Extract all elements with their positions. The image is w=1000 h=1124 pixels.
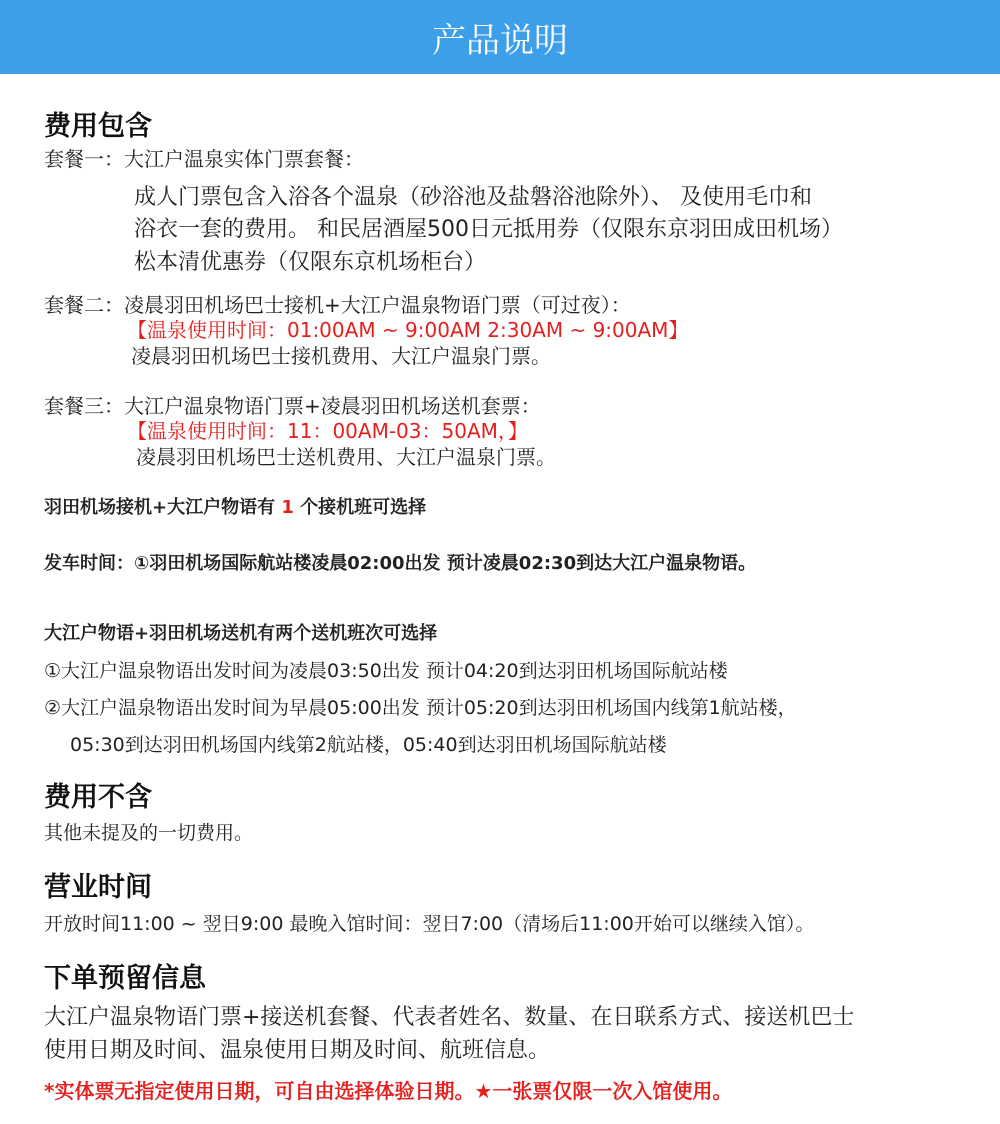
pickup-departure: 发车时间：①羽田机场国际航站楼凌晨02:00出发 预计凌晨02:30到达大江户温泉物语。 bbox=[44, 553, 757, 574]
pkg1-line-1: 成人门票包含入浴各个温泉（砂浴池及盐磐浴池除外）、 及使用毛巾和 bbox=[134, 185, 812, 210]
order-note: *实体票无指定使用日期，可自由选择体验日期。★一张票仅限一次入馆使用。 bbox=[44, 1079, 733, 1103]
pkg3-desc: 凌晨羽田机场巴士送机费用、大江户温泉门票。 bbox=[136, 445, 556, 469]
pkg1-line-3: 松本清优惠券（仅限东京机场柜台） bbox=[134, 250, 487, 275]
pkg2-time: 【温泉使用时间：01:00AM ~ 9:00AM 2:30AM ~ 9:00AM】 bbox=[127, 318, 689, 342]
order-title: 下单预留信息 bbox=[44, 963, 206, 994]
included-title: 费用包含 bbox=[44, 111, 152, 142]
pickup-heading-count: 1 bbox=[281, 497, 294, 518]
hours-text: 开放时间11:00 ~ 翌日9:00 最晚入馆时间：翌日7:00（清场后11:00开始可以继续入馆）。 bbox=[44, 913, 815, 935]
pickup-heading bbox=[44, 493, 426, 519]
excluded-text: 其他未提及的一切费用。 bbox=[44, 822, 254, 844]
pickup-heading-before: 羽田机场接机+大江户物语有 bbox=[44, 497, 282, 518]
page-title: 产品说明 bbox=[432, 20, 568, 61]
hours-title: 营业时间 bbox=[44, 872, 152, 903]
page-header bbox=[0, 0, 1000, 74]
pkg3-label: 套餐三：大江户温泉物语门票+凌晨羽田机场送机套票： bbox=[44, 394, 541, 418]
dropoff-line-2: ②大江户温泉物语出发时间为早晨05:00出发 预计05:20到达羽田机场国内线第1航站楼， bbox=[44, 697, 797, 719]
excluded-title: 费用不含 bbox=[44, 782, 152, 813]
order-line-2: 使用日期及时间、温泉使用日期及时间、航班信息。 bbox=[44, 1038, 551, 1063]
dropoff-line-1: ①大江户温泉物语出发时间为凌晨03:50出发 预计04:20到达羽田机场国际航站楼 bbox=[44, 660, 728, 682]
dropoff-heading: 大江户物语+羽田机场送机有两个送机班次可选择 bbox=[44, 623, 438, 644]
pickup-heading-after: 个接机班可选择 bbox=[293, 497, 427, 518]
pkg2-desc: 凌晨羽田机场巴士接机费用、大江户温泉门票。 bbox=[131, 344, 551, 368]
dropoff-line-3: 05:30到达羽田机场国内线第2航站楼，05:40到达羽田机场国际航站楼 bbox=[70, 734, 667, 756]
pkg1-line-2: 浴衣一套的费用。 和民居酒屋500日元抵用券（仅限东京羽田成田机场） bbox=[134, 217, 843, 242]
order-line-1: 大江户温泉物语门票+接送机套餐、代表者姓名、数量、在日联系方式、接送机巴士 bbox=[44, 1005, 855, 1030]
pkg2-label: 套餐二：凌晨羽田机场巴士接机+大江户温泉物语门票（可过夜）： bbox=[44, 293, 631, 317]
pkg3-time: 【温泉使用时间：11：00AM-03：50AM，】 bbox=[127, 419, 528, 443]
pkg1-label: 套餐一：大江户温泉实体门票套餐： bbox=[44, 147, 364, 171]
